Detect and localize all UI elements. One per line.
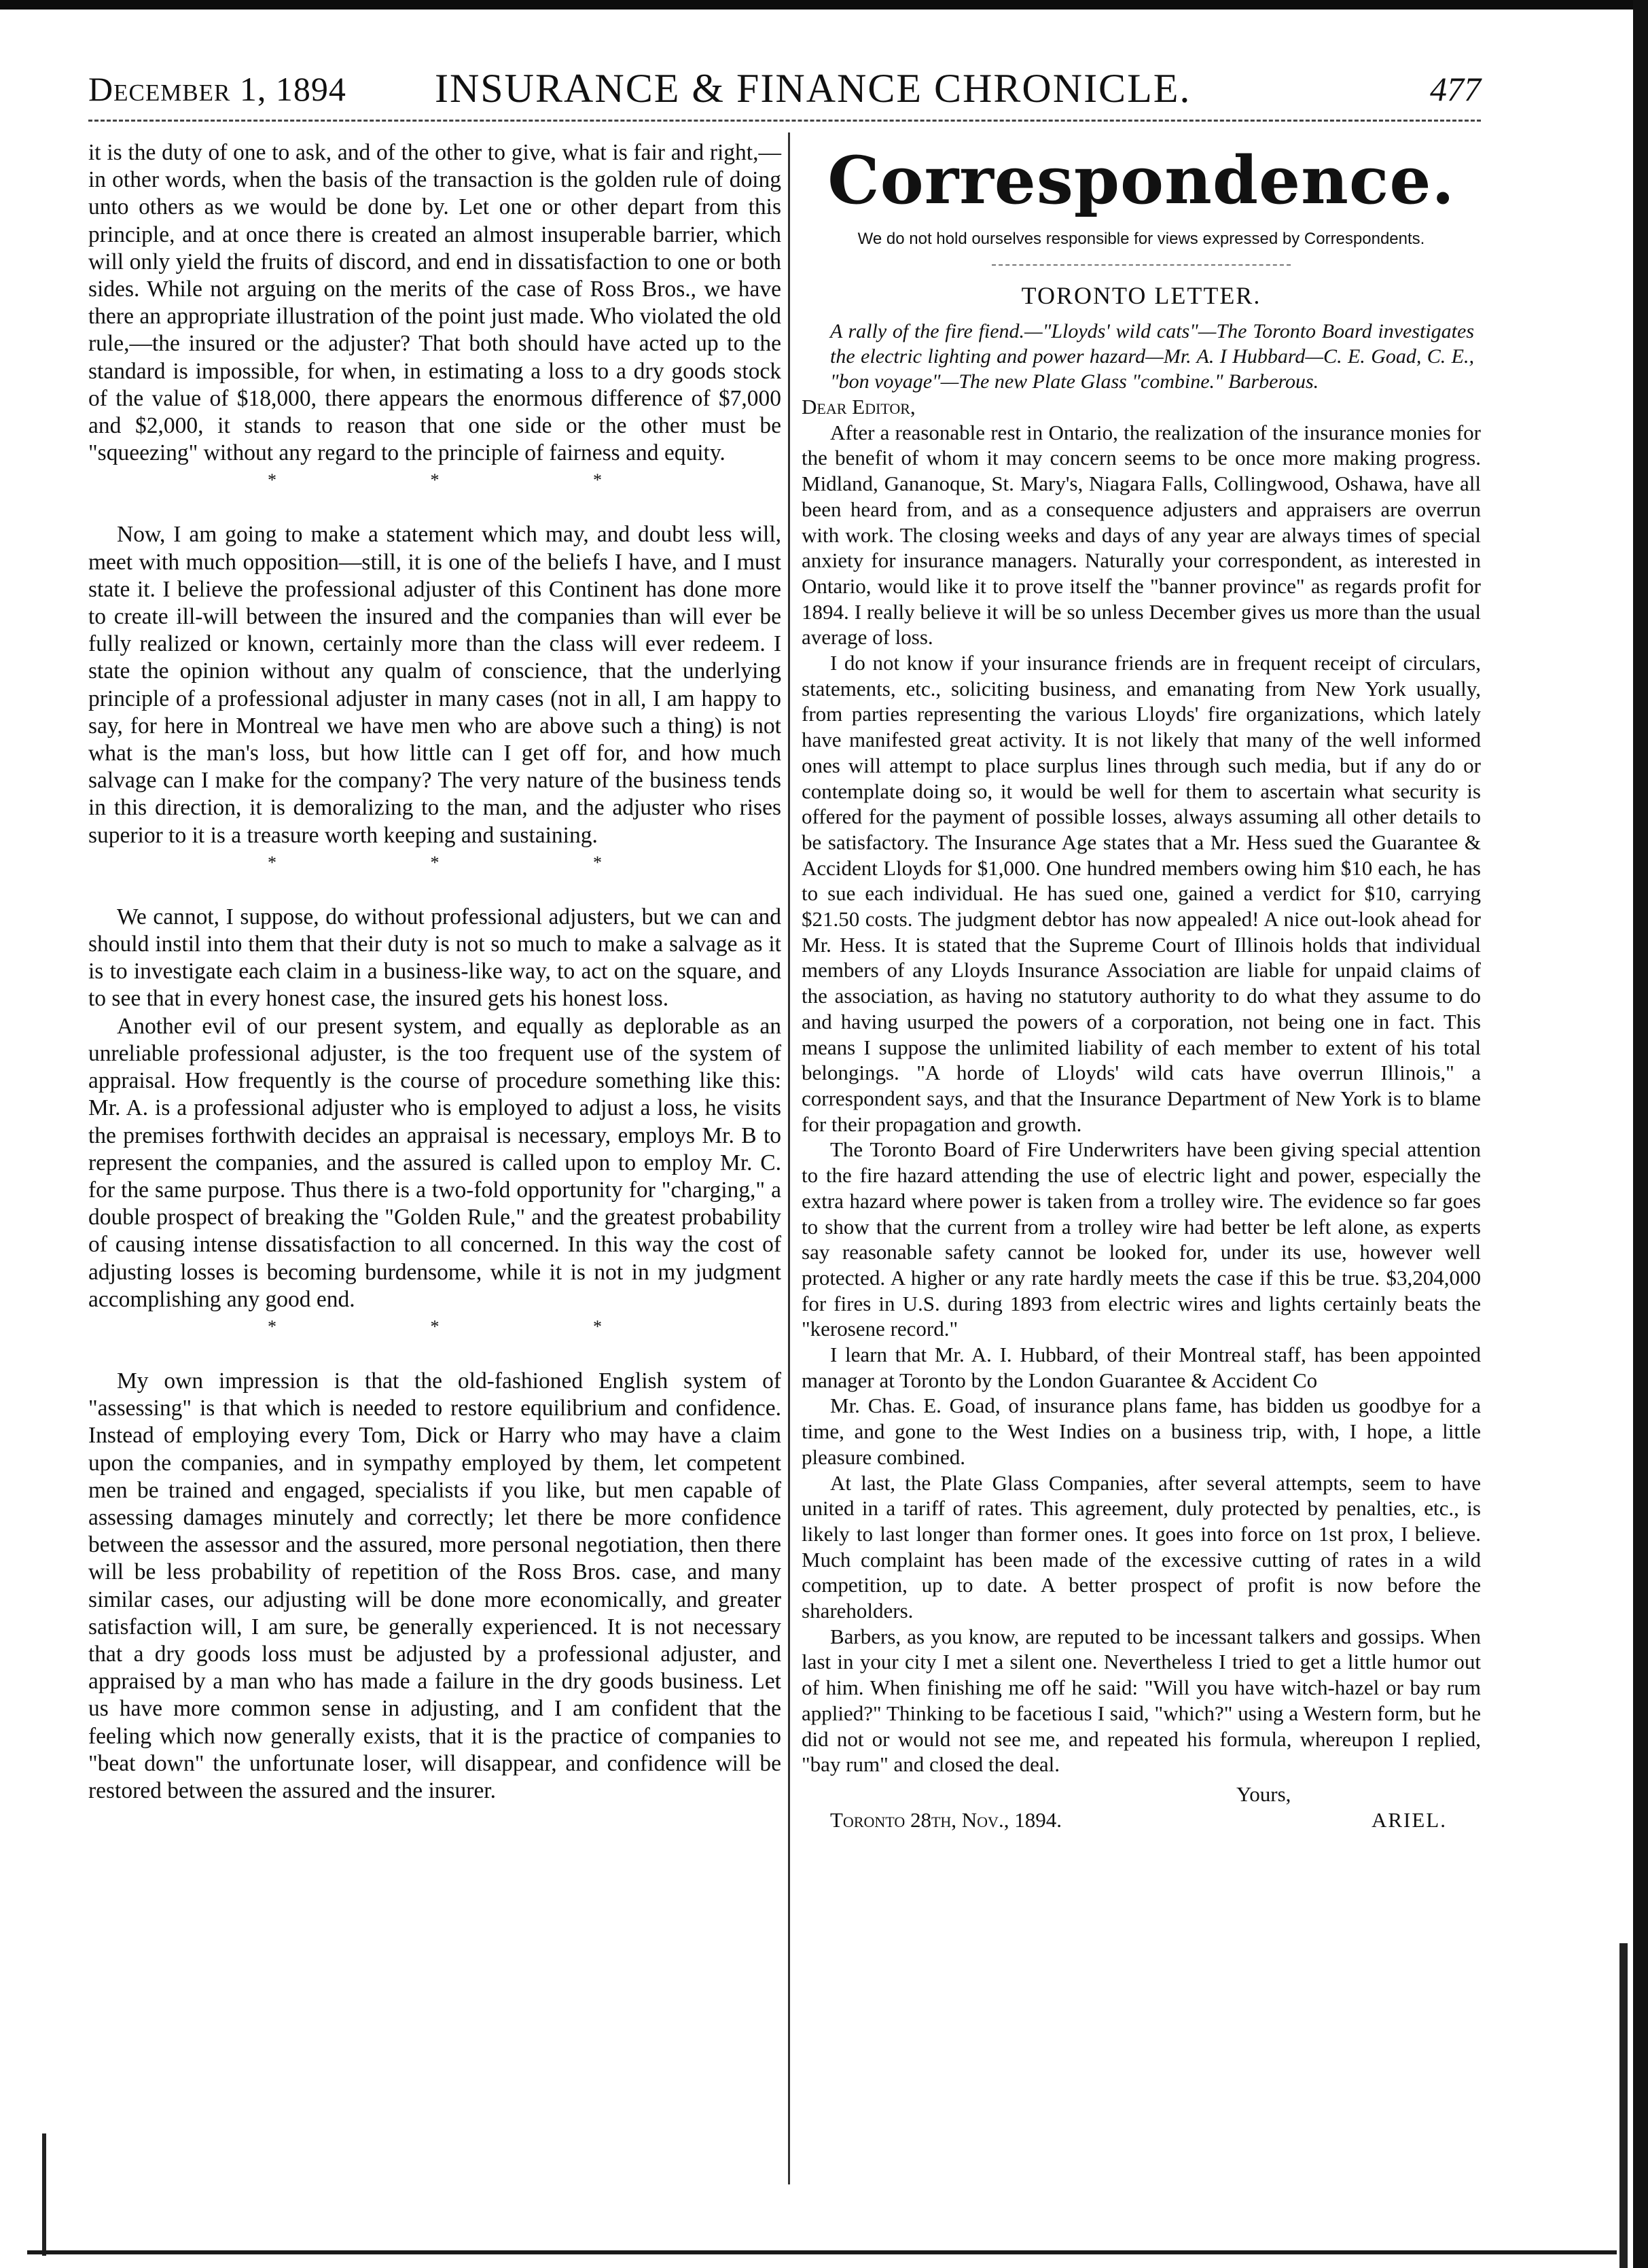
letter-synopsis: A rally of the fire fiend.—"Lloyds' wild cats"—The Toronto Board investigates the electric lighting and power hazard—Mr. A. I Hubbard—C. E. Goad, C. E., "bon voyage"—The new Plate Glass "combine." Barberous. [830, 320, 1474, 393]
section-break-stars: * * * [268, 1316, 677, 1336]
right-paragraph-2: I do not know if your insurance friends are in frequent receipt of circulars, statements, etc., soliciting business, and emanating from New York usually, from parties representing the various Lloyds' fire organizations, which lately have manifested great activity. It is not likely that many of the well informed ones will attempt to place surplus lines through such media, but if any do or contemplate doing so, it would be well for them to ascertain what security is offered for the payment of possible losses, always assuming all other details to be satisfactory. The Insurance Age states that a Mr. Hess sued the Guarantee & Accident Lloyds for $1,000. One hundred members owing him $10 each, he has to sue each individual. He has sued one, gained a verdict for $10, carrying $21.50 costs. The judgment debtor has now appealed! A nice out-look ahead for Mr. Hess. It is stated that the Supreme Court of Illinois holds that individual members of any Lloyds Insurance Association are liable for unpaid claims of the association, as having no statutory authority to do what they assume to do and having usurped the powers of a corporation, not being one in fact. This means I suppose the unlimited liability of each member to extent of his total belongings. "A horde of Lloyds' wild cats have overrun Illinois," a correspondent says, and that the Insurance Department of New York is to blame for their propagation and growth. [802, 651, 1481, 1136]
header-rule [88, 120, 1481, 122]
letter-signoff [802, 1782, 1481, 1832]
signature-line [802, 1807, 1481, 1833]
right-column [802, 139, 1481, 1832]
header-date: December 1, 1894 [88, 70, 346, 108]
scan-left-mark [42, 2133, 46, 2256]
section-break-stars: * * * [268, 852, 677, 872]
right-paragraph-4: I learn that Mr. A. I. Hubbard, of their Montreal staff, has been appointed manager at Toronto by the London Guarantee & Accident Co [802, 1343, 1481, 1392]
spacer [88, 494, 781, 521]
right-paragraph-3: The Toronto Board of Fire Underwriters have been giving special attention to the fire hazard attending the use of electric light and power, especially the extra hazard where power is taken from a trolley wire. The evidence so far goes to show that the current from a trolley wire had better be left alone, as experts say reasonable safety cannot be looked for, under its use, however well protected. A higher or any rate hardly meets the case if this be true. $3,204,000 for fires in U.S. during 1893 from electric wires and lights certainly beats the "kerosene record." [802, 1137, 1481, 1341]
right-paragraph-6: At last, the Plate Glass Companies, after several attempts, seem to have united in a tariff of rates. This agreement, duly protected by penalties, etc., is likely to last longer than former ones. It goes into force on 1st prox, I believe. Much complaint has been made of the excessive cutting of rates in a wild competition, up to date. A better prospect of profit is now before the shareholders. [802, 1470, 1481, 1623]
right-paragraph-1: After a reasonable rest in Ontario, the realization of the insurance monies for the benefit of whom it may concern seems to be once more making progress. Midland, Gananoque, St. Mary's, Niagara Falls, Collingwood, Oshawa, have all been heard from, and as a consequence adjusters and appraisers are overrun with work. The closing weeks and days of any year are always times of special anxiety for insurance managers. Naturally your correspondent, as interested in Ontario, would like it to prove itself the "banner province" as regards profit for 1894. I really believe it will be so unless December gives us more than the usual average of loss. [802, 420, 1481, 650]
spacer [88, 876, 781, 904]
section-break-stars: * * * [268, 470, 677, 491]
scan-top-edge [0, 0, 1648, 10]
left-paragraph-2: Now, I am going to make a statement which may, and doubt less will, meet with much opposition—still, it is one of the beliefs I have, and I must state it. I believe the professional adjuster of this Continent has done more to create ill-will between the insured and the companies than will ever be fully realized or known, certainly more than the class will ever redeem. I state the opinion without any qualm of conscience, that the underlying principle of a professional adjuster in many cases (not in all, I am happy to say, for here in Montreal we have men who are above such a thing) is not what is the man's loss, but how little can I get off for, and how much salvage can I make for the company? The very nature of the business tends in this direction, it is demoralizing to the man, and the adjuster who rises superior to it is a treasure worth keeping and sustaining. [88, 522, 781, 848]
left-paragraph-3: We cannot, I suppose, do without professional adjusters, but we can and should instil into them that their duty is not so much to make a salvage as it is to investigate each claim in a business-like way, to act on the square, and to see that in every honest case, the insured gets his honest loss. [88, 904, 781, 1012]
signature: ARIEL. [1371, 1807, 1447, 1832]
column-rule [788, 132, 790, 2184]
correspondence-disclaimer: We do not hold ourselves responsible for views expressed by Correspondents. [857, 230, 1425, 248]
spacer [88, 1341, 781, 1368]
scan-right-edge [1633, 0, 1648, 2268]
left-paragraph-5: My own impression is that the old-fashioned English system of "assessing" is that which is needed to restore equilibrium and confidence. Instead of employing every Tom, Dick or Harry who may have a claim upon the companies, and in sympathy employed by them, let competent men be trained and engaged, specialists if you like, but men capable of assessing damages minutely and correctly; let there be more confidence between the assessor and the assured, more personal negotiation, then there will be less probability of repetition of the Ross Bros. case, and many similar cases, our adjusting will be done more economically, and greater satisfaction will, I am sure, be generally experienced. It is not necessary that a dry goods loss must be adjusted by a professional adjuster, and appraised by a man who has made a failure in the dry goods business. Let us have more common sense in adjusting, and I am confident that the feeling which now generally exists, that it is the practice of companies to "beat down" the unfortunate loser, will disappear, and confidence will be restored between the assured and the insurer. [88, 1368, 781, 1803]
header-title: INSURANCE & FINANCE CHRONICLE. [435, 66, 1192, 111]
letter-salutation: Dear Editor, [802, 395, 916, 419]
left-column [88, 139, 781, 1805]
dateline: Toronto 28th, Nov., 1894. [830, 1807, 1062, 1832]
running-header [88, 65, 1481, 124]
right-paragraph-7: Barbers, as you know, are reputed to be incessant talkers and gossips. When last in your city I met a silent one. Nevertheless I tried to get a little humor out of him. When finishing me off he said: "Will you have witch-hazel or bay rum applied?" Thinking to be facetious I said, "which?" using a Western form, but he did not or would not see me, and repeated his formula, whereupon I replied, "bay rum" and closed the deal. [802, 1624, 1481, 1777]
letter-title: TORONTO LETTER. [1021, 282, 1261, 309]
closing-word: Yours, [1236, 1782, 1291, 1806]
right-paragraph-5: Mr. Chas. E. Goad, of insurance plans fame, has bidden us goodbye for a time, and gone to the West Indies on a business trip, with, I hope, a little pleasure combined. [802, 1394, 1481, 1469]
left-paragraph-4: Another evil of our present system, and equally as deplorable as an unreliable professional adjuster, is the too frequent use of the system of appraisal. How frequently is the course of procedure something like this: Mr. A. is a professional adjuster who is employed to adjust a loss, he visits the premises forthwith decides an appraisal is necessary, employs Mr. B to represent the companies, and the assured is called upon to employ Mr. C. for the same purpose. Thus there is a two-fold opportunity for "charging," a double prospect of breaking the "Golden Rule," and the greatest probability of causing intense dissatisfaction to all concerned. In this way the cost of adjusting losses is becoming burdensome, while it is not in my judgment accomplishing any good end. [88, 1013, 781, 1312]
page-number: 477 [1430, 70, 1481, 108]
left-paragraph-1: it is the duty of one to ask, and of the other to give, what is fair and right,—in other words, when the basis of the transaction is the golden rule of doing unto others as we would be done by. Let one or other depart from this principle, and at once there is created an almost insuperable barrier, which will only yield the fruits of discord, and end in dissatisfaction to one or both sides. While not arguing on the merits of the case of Ross Bros., we have there an appropriate illustration of the point just made. Who violated the old rule,—the insured or the adjuster? That both should have acted up to the standard is impossible, for when, in estimating a loss to a dry goods stock of the value of $18,000, there appears the enormous difference of $7,000 and $2,000, it stands to reason that one side or the other must be "squeezing" without any regard to the principle of fairness and equity. [88, 140, 781, 466]
correspondence-heading: Correspondence. [827, 142, 1455, 219]
scan-bottom-edge [27, 2250, 1617, 2254]
scan-right-edge-inner [1619, 1943, 1628, 2268]
dashed-rule [992, 264, 1291, 266]
